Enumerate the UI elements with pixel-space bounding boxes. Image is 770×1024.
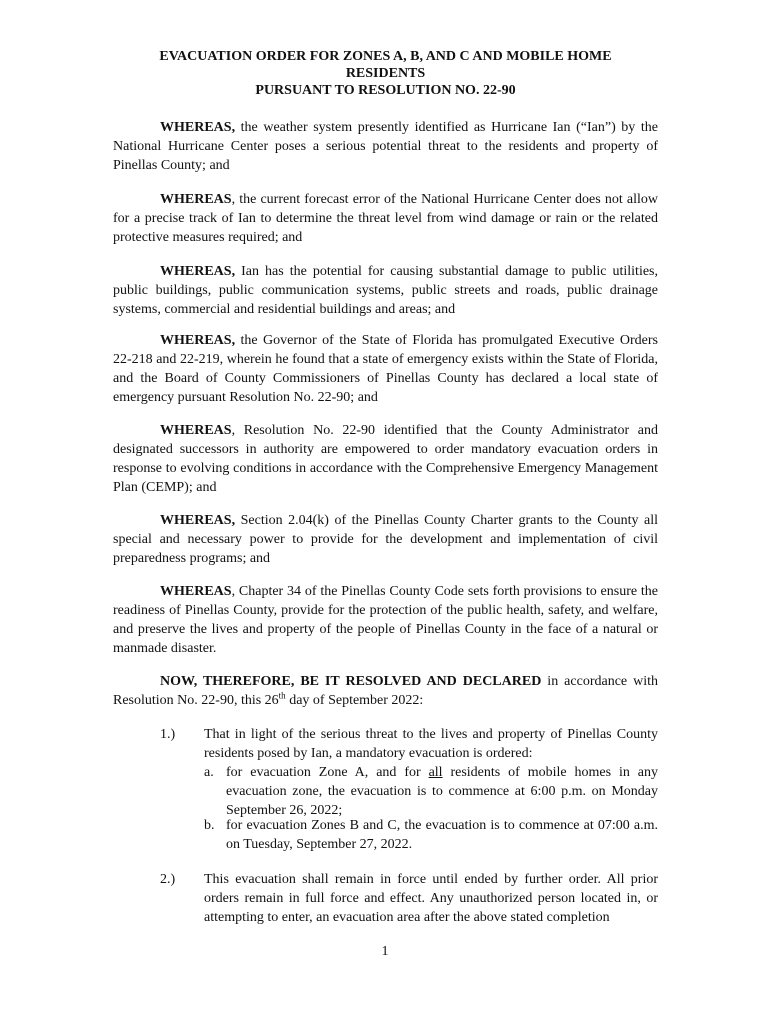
page-number: 1 (381, 944, 389, 959)
whereas-paragraph-4: WHEREAS, the Governor of the State of Florida has promulgated Executive Orders 22-218 and 22-219, wherein he found that a state of emergency exists within the State of Florida, and the Board of County Commissioners of Pinellas County has declared a local state of emergency pursuant Resolution No. 22-90; and (113, 333, 658, 405)
title-line-1: EVACUATION ORDER FOR ZONES A, B, AND C AND MOBILE HOME (159, 49, 612, 64)
item-1-sub-a: a. for evacuation Zone A, and for all residents of mobile homes in any evacuation zone, the evacuation is to commence at 6:00 p.m. on Monday September 26, 2022; (204, 765, 658, 818)
title-line-2: RESIDENTS (345, 66, 426, 81)
whereas-paragraph-3: WHEREAS, Ian has the potential for causing substantial damage to public utilities, public buildings, public communication systems, public streets and roads, public drainage systems, commercial and residential buildings and areas; and (113, 264, 658, 317)
item-1-sub-b: b. for evacuation Zones B and C, the evacuation is to commence at 07:00 a.m. on Tuesday, September 27, 2022. (204, 818, 658, 852)
item-1-number: 1.) (160, 727, 176, 742)
whereas-paragraph-2: WHEREAS, the current forecast error of the National Hurricane Center does not allow for a precise track of Ian to determine the threat level from wind damage or rain or the related protective measures required; and (113, 192, 658, 245)
document-title (113, 48, 658, 99)
whereas-paragraph-1: WHEREAS, the weather system presently identified as Hurricane Ian (“Ian”) by the National Hurricane Center poses a serious potential threat to the residents and property of Pinellas County; and (113, 120, 658, 173)
item-1-text: That in light of the serious threat to the lives and property of Pinellas County residents posed by Ian, a mandatory evacuation is ordered: (204, 727, 658, 761)
whereas-paragraph-6: WHEREAS, Section 2.04(k) of the Pinellas County Charter grants to the County all special and necessary power to provide for the development and implementation of civil preparedness programs; and (113, 513, 658, 566)
resolved-paragraph: NOW, THEREFORE, BE IT RESOLVED AND DECLARED in accordance with Resolution No. 22-90, this 26th day of September 2022: (113, 674, 658, 708)
whereas-paragraph-5: WHEREAS, Resolution No. 22-90 identified that the County Administrator and designated successors in authority are empowered to order mandatory evacuation orders in response to evolving conditions in accordance with the Comprehensive Emergency Management Plan (CEMP); and (113, 423, 658, 495)
item-2-number: 2.) (160, 872, 176, 887)
item-2-text: This evacuation shall remain in force until ended by further order. All prior orders remain in full force and effect. Any unauthorized person located in, or attempting to enter, an evacuation area after the above stated completion (204, 872, 658, 925)
whereas-paragraph-7: WHEREAS, Chapter 34 of the Pinellas County Code sets forth provisions to ensure the readiness of Pinellas County, provide for the protection of the public health, safety, and welfare, and preserve the lives and property of the people of Pinellas County in the face of a natural or manmade disaster. (113, 584, 658, 656)
title-line-3: PURSUANT TO RESOLUTION NO. 22-90 (255, 83, 516, 98)
